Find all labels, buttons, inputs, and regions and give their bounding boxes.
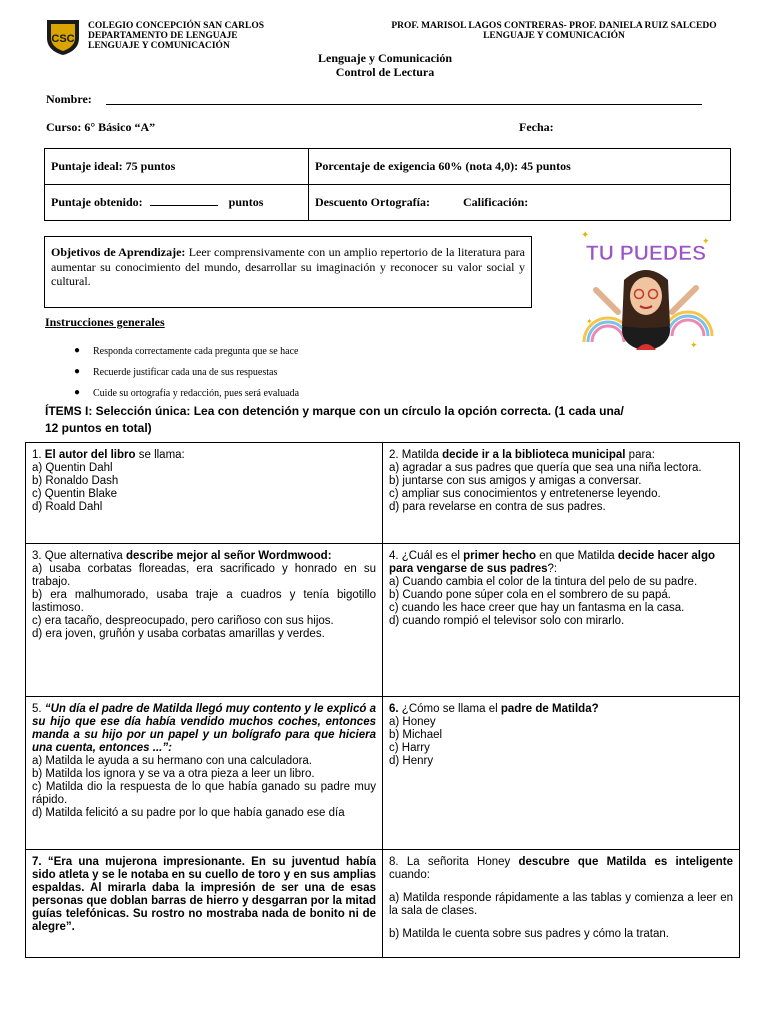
course-label: Curso: 6° Básico “A” [46, 120, 156, 134]
school-info [88, 21, 264, 51]
question-7-quote: “Era una mujerona impresionante. En su juventud había sido atleta y se le notaba en su cuello de toro y en sus amplias espaldas. Al mirarla daba la impresión de ser una de esas personas que doblan barras de hierro y desgarran por la mitad guías telefónicas. Su rostro no mostraba nada de bonito ni de alegre”. [32, 856, 376, 933]
sticker-text: TU PUEDES [585, 242, 707, 265]
school-logo [44, 18, 82, 56]
score-table [44, 148, 731, 221]
instructions-heading: Instrucciones generales [45, 315, 165, 329]
teachers-names: PROF. MARISOL LAGOS CONTRERAS- PROF. DANIELA RUIZ SALCEDO [391, 21, 717, 31]
ideal-score: Puntaje ideal: 75 puntos [45, 149, 309, 185]
name-label: Nombre: [46, 92, 92, 106]
option-c[interactable]: c) Quentin Blake [32, 488, 118, 500]
encouragement-sticker [572, 230, 720, 352]
question-3: 3. Que alternativa describe mejor al señor Wordmwood: a) usaba corbatas floreadas, era sacrificado y honrado en su trabajo. b) era malhumorado, usaba traje a cuadros y tenía bigotillo lastimoso. c) era tacaño, despreocupado, pero cariñoso con sus hijos. d) era joven, gruñón y usaba corbatas amarillas y verdes. [26, 544, 383, 697]
bullet-icon: ● [74, 366, 81, 377]
bullet-icon: ● [74, 345, 81, 356]
option-a[interactable]: a) Honey [389, 716, 436, 728]
option-b[interactable]: b) era malhumorado, usaba traje a cuadros y tenía bigotillo lastimoso. [32, 589, 376, 614]
exigency-percentage: Porcentaje de exigencia 60% (nota 4,0): 45 puntos [309, 149, 731, 185]
obtained-score-blank[interactable] [150, 205, 218, 206]
option-b[interactable]: b) Cuando pone súper cola en el sombrero de su papá. [389, 589, 671, 601]
svg-text:✦: ✦ [581, 230, 590, 241]
option-d[interactable]: d) para revelarse en contra de sus padres. [389, 501, 606, 513]
section-heading-line2: 12 puntos en total) [45, 421, 152, 435]
question-7: 7. “Era una mujerona impresionante. En su juventud había sido atleta y se le notaba en su cuello de toro y en sus amplias espaldas. Al mirarla daba la impresión de ser una de esas personas que doblan barras de hierro y desgarran por la mitad guías telefónicas. Su rostro no mostraba nada de bonito ni de alegre”. [26, 850, 383, 958]
obtained-score-unit: puntos [228, 195, 264, 209]
obtained-score-label: Puntaje obtenido: [51, 195, 143, 209]
question-6: 6. ¿Cómo se llama el padre de Matilda? a) Honey b) Michael c) Harry d) Henry [383, 697, 740, 850]
school-department: DEPARTAMENTO DE LENGUAJE [88, 31, 238, 41]
teachers-info [378, 21, 730, 41]
option-b[interactable]: b) Matilda los ignora y se va a otra pieza a leer un libro. [32, 768, 315, 780]
objectives-text: Leer comprensivamente con un amplio repertorio de la literatura para aumentar su conocimiento del mundo, desarrollar su imaginación y reconocer su valor social y cultural. [51, 245, 525, 288]
grade-label: Calificación: [462, 195, 529, 209]
question-4: 4. ¿Cuál es el primer hecho en que Matilda decide hacer algo para vengarse de sus padres?: a) Cuando cambia el color de la tintura del pelo de su padre. b) Cuando pone súper cola en el sombrero de su papá. c) cuando les hace creer que hay un fantasma en la casa. d) cuando rompió el televisor solo con mirarlo. [383, 544, 740, 697]
option-c[interactable]: c) Harry [389, 742, 430, 754]
option-a[interactable]: a) agradar a sus padres que quería que sea una niña lectora. [389, 462, 702, 474]
option-d[interactable]: d) Henry [389, 755, 434, 767]
option-c[interactable]: c) Matilda dio la respuesta de lo que había ganado su padre muy rápido. [32, 781, 376, 806]
option-d[interactable]: d) cuando rompió el televisor solo con mirarlo. [389, 615, 625, 627]
svg-text:✦: ✦ [702, 236, 710, 246]
section-heading [45, 403, 624, 437]
obtained-score-cell [45, 185, 309, 221]
option-c[interactable]: c) cuando les hace creer que hay un fantasma en la casa. [389, 602, 685, 614]
spelling-discount-label: Descuento Ortografía: [315, 195, 430, 209]
school-subject: LENGUAJE Y COMUNICACIÓN [88, 41, 230, 51]
option-d[interactable]: d) Roald Dahl [32, 501, 103, 513]
option-a[interactable]: a) Quentin Dahl [32, 462, 113, 474]
question-8: 8. La señorita Honey descubre que Matilda es inteligente cuando: a) Matilda responde rápidamente a las tablas y comienza a leer en la sala de clases. b) Matilda le cuenta sobre sus padres y cómo la tratan. [383, 850, 740, 958]
question-2: 2. Matilda decide ir a la biblioteca municipal para: a) agradar a sus padres que quería que sea una niña lectora. b) juntarse con sus amigos y amigas a conversar. c) ampliar sus conocimientos y entretenerse leyendo. d) para revelarse en contra de sus padres. [383, 443, 740, 544]
option-d[interactable]: d) era joven, gruñón y usaba corbatas amarillas y verdes. [32, 628, 325, 640]
option-c[interactable]: c) ampliar sus conocimientos y entretenerse leyendo. [389, 488, 661, 500]
question-5-quote: “Un día el padre de Matilda llegó muy contento y le explicó a su hijo que ese día había vendido muchos coches, entonces manda a su hijo por un papel y un bolígrafo para que hiciera una cuenta, entonces ...”: [32, 703, 376, 754]
question-5: 5. “Un día el padre de Matilda llegó muy contento y le explicó a su hijo que ese día había vendido muchos coches, entonces manda a su hijo por un papel y un bolígrafo para que hiciera una cuenta, entonces ...”: a) Matilda le ayuda a su hermano con una calculadora. b) Matilda los ignora y se va a otra pieza a leer un libro. c) Matilda dio la respuesta de lo que había ganado su padre muy rápido. d) Matilda felicitó a su padre por lo que había ganado ese día [26, 697, 383, 850]
option-b[interactable]: b) Michael [389, 729, 443, 741]
discount-grade-cell [309, 185, 731, 221]
date-label: Fecha: [519, 120, 554, 134]
title-subject: Lenguaje y Comunicación [317, 51, 452, 65]
teachers-subject: LENGUAJE Y COMUNICACIÓN [483, 31, 625, 41]
option-b[interactable]: b) Ronaldo Dash [32, 475, 119, 487]
name-line[interactable] [106, 104, 702, 105]
option-a[interactable]: a) Matilda le ayuda a su hermano con una calculadora. [32, 755, 313, 767]
svg-text:✦: ✦ [690, 340, 698, 350]
school-name: COLEGIO CONCEPCIÓN SAN CARLOS [88, 21, 265, 31]
objectives-label: Objetivos de Aprendizaje: [51, 245, 186, 259]
option-a[interactable]: a) Matilda responde rápidamente a las tablas y comienza a leer en la sala de clases. [389, 892, 733, 917]
question-1: 1. El autor del libro se llama: a) Quentin Dahl b) Ronaldo Dash c) Quentin Blake d) Roald Dahl [26, 443, 383, 544]
objectives-box [44, 236, 532, 308]
logo-text: CSC [51, 33, 75, 45]
questions-table [25, 442, 740, 958]
svg-text:✦: ✦ [586, 317, 593, 326]
document-title [230, 51, 540, 79]
option-a[interactable]: a) Cuando cambia el color de la tintura del pelo de su padre. [389, 576, 698, 588]
option-b[interactable]: b) juntarse con sus amigos y amigas a conversar. [389, 475, 642, 487]
section-heading-line1: ÍTEMS I: Selección única: Lea con detención y marque con un círculo la opción correcta. (1 cada una/ [45, 404, 624, 418]
option-b[interactable]: b) Matilda le cuenta sobre sus padres y cómo la tratan. [389, 928, 669, 940]
option-c[interactable]: c) era tacaño, despreocupado, pero cariñoso con sus hijos. [32, 615, 334, 627]
title-test: Control de Lectura [335, 65, 435, 79]
option-a[interactable]: a) usaba corbatas floreadas, era sacrificado y honrado en su trabajo. [32, 563, 376, 588]
bullet-icon: ● [74, 387, 81, 398]
option-d[interactable]: d) Matilda felicitó a su padre por lo que había ganado ese día [32, 807, 345, 819]
